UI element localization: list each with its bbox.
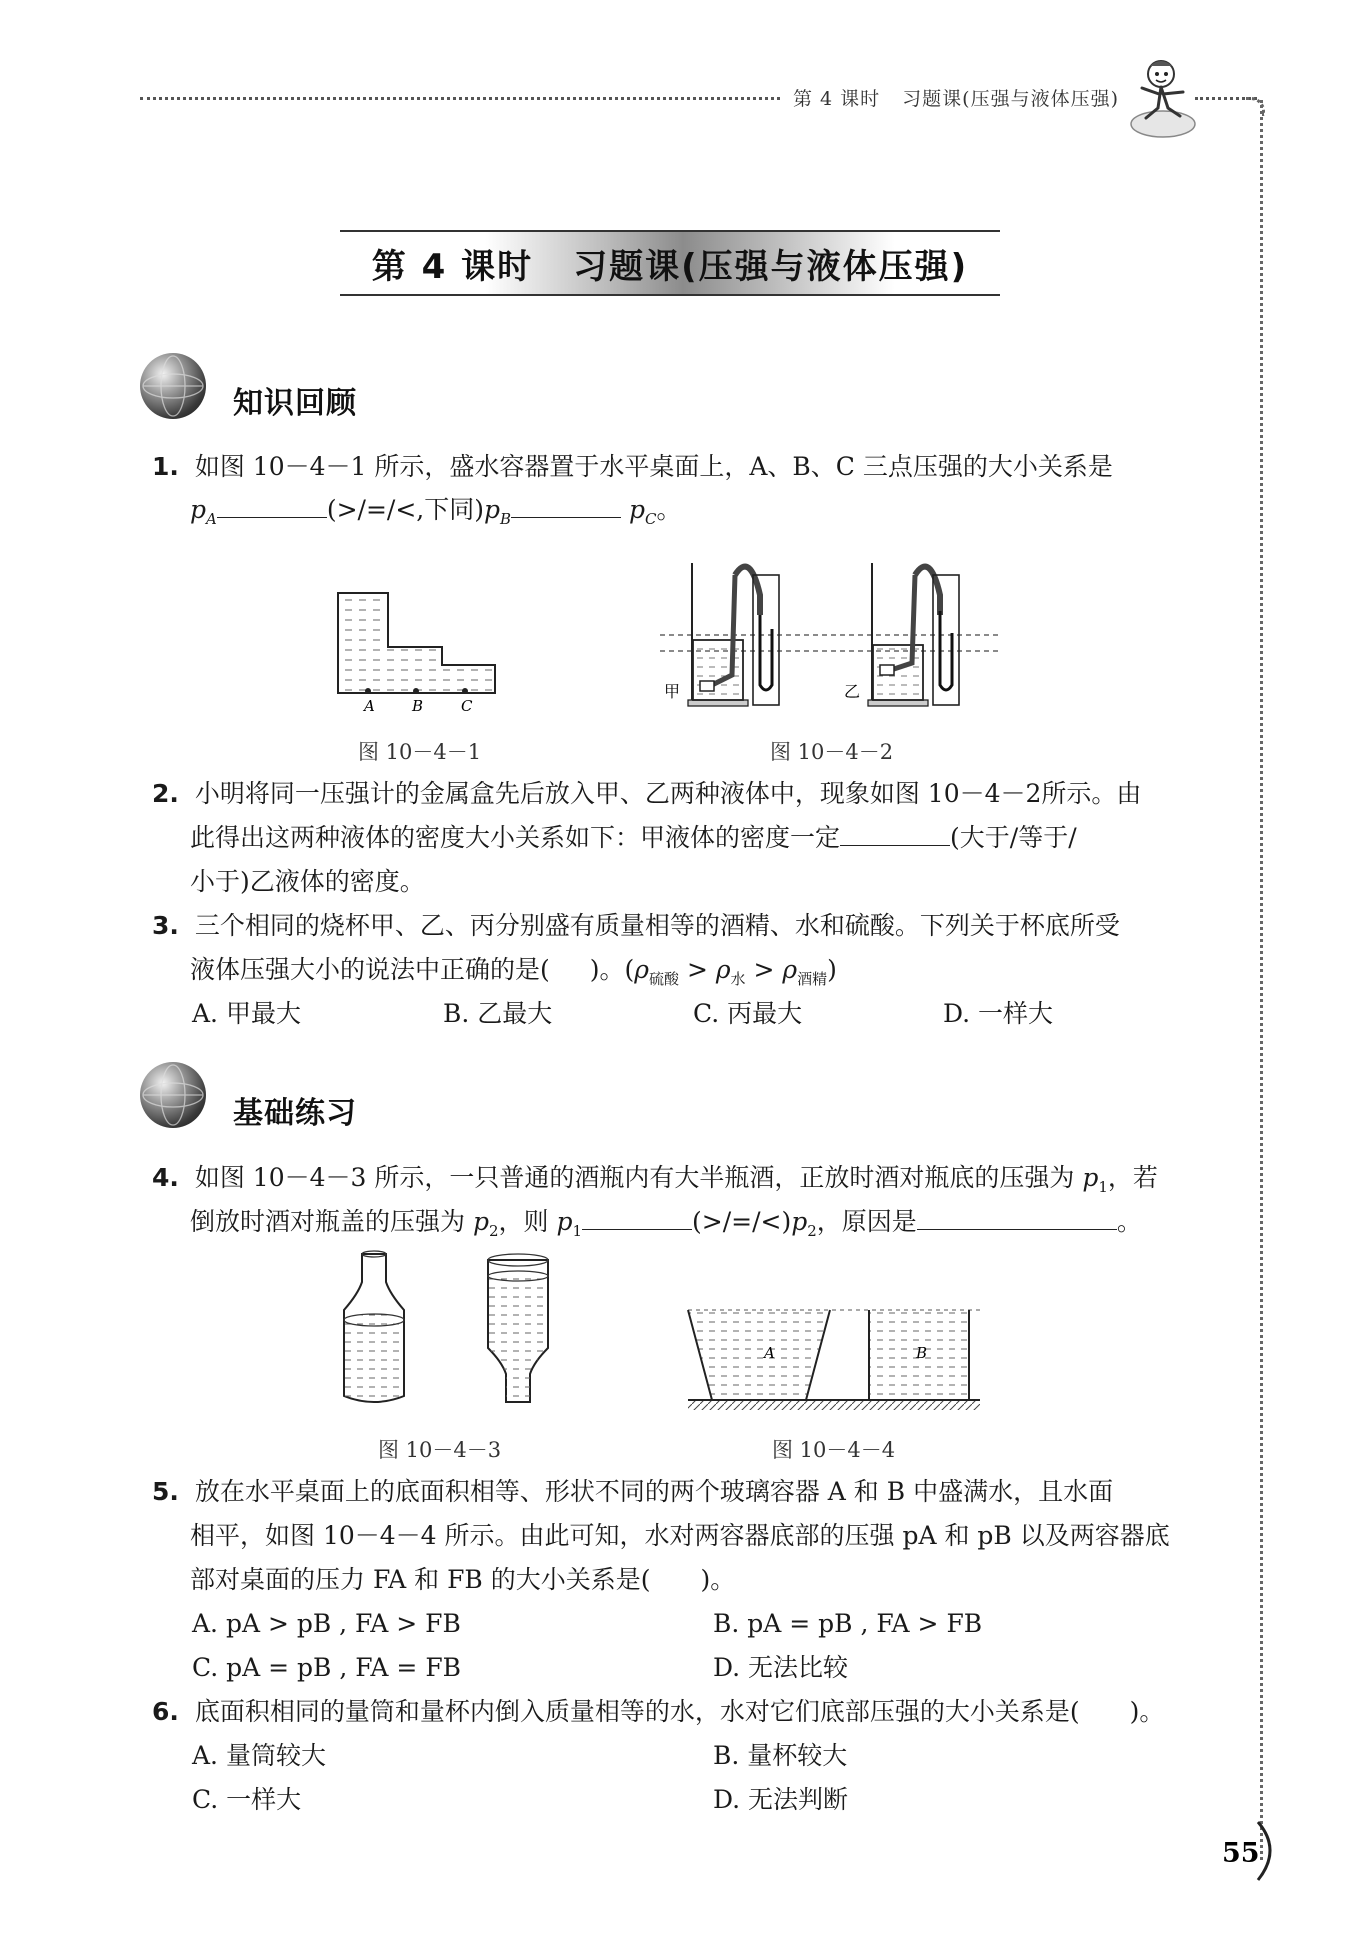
question-number: 5. [152, 1477, 179, 1506]
question-2-line-3: 小于)乙液体的密度。 [190, 867, 425, 896]
question-6-option-c[interactable]: C. 一样大 [192, 1785, 302, 1814]
page-number: 55 [1222, 1838, 1260, 1869]
var-p: p [1082, 1163, 1099, 1192]
container-label-a: A [764, 1344, 775, 1362]
page-number-tab [1218, 1818, 1288, 1888]
subscript: 硫酸 [648, 970, 679, 988]
running-header-topic: 习题课(压强与液体压强) [902, 88, 1119, 110]
var-p: p [484, 495, 501, 524]
globe-icon [140, 1062, 206, 1128]
answer-blank[interactable] [917, 1207, 1117, 1230]
figure-10-4-2-pressure-gauge [660, 555, 1000, 725]
answer-blank[interactable] [511, 495, 621, 518]
question-text: 此得出这两种液体的密度大小关系如下：甲液体的密度一定 [190, 823, 841, 852]
punctuation: 。 [1116, 1207, 1142, 1236]
gt-symbol: > [679, 955, 716, 984]
question-5-option-b[interactable]: B. pA = pB , FA > FB [713, 1609, 983, 1638]
question-text: 如图 10－4－1 所示，盛水容器置于水平桌面上，A、B、C 三点压强的大小关系是 [194, 452, 1113, 481]
var-p: p [629, 495, 646, 524]
question-6-line-1 [152, 1696, 1164, 1728]
question-text: )。 [700, 1565, 736, 1594]
subscript: 1 [1098, 1178, 1108, 1196]
section-title-review: 知识回顾 [233, 386, 357, 421]
question-text: 部对桌面的压力 FA 和 FB 的大小关系是( [190, 1565, 651, 1594]
question-text: )。( [589, 955, 635, 984]
subscript: 2 [807, 1222, 817, 1240]
figure-caption-10-4-2: 图 10－4－2 [770, 740, 894, 764]
point-label-a: A [364, 697, 375, 715]
rho-symbol: ρ [715, 955, 731, 984]
question-3-line-2 [190, 954, 837, 995]
question-text: )。 [1129, 1697, 1165, 1726]
question-3-option-d[interactable]: D. 一样大 [943, 999, 1054, 1028]
lesson-title [340, 232, 1000, 294]
question-text: (>/=/<) [692, 1207, 792, 1236]
question-number: 4. [152, 1163, 179, 1192]
figure-10-4-1-stepped-container [330, 585, 510, 715]
question-5-line-1 [152, 1476, 1113, 1508]
punctuation: ) [827, 955, 837, 984]
question-text: 小明将同一压强计的金属盒先后放入甲、乙两种液体中，现象如图 10－4－2所示。由 [194, 779, 1142, 808]
subscript: 酒精 [797, 970, 828, 988]
question-number: 1. [152, 452, 179, 481]
running-header [793, 84, 1119, 111]
question-1-line-1 [152, 451, 1113, 483]
question-3-option-a[interactable]: A. 甲最大 [192, 999, 301, 1028]
question-text: 如图 10－4－3 所示，一只普通的酒瓶内有大半瓶酒，正放时酒对瓶底的压强为 [194, 1163, 1083, 1192]
question-text: 三个相同的烧杯甲、乙、丙分别盛有质量相等的酒精、水和硫酸。下列关于杯底所受 [194, 911, 1120, 940]
header-dotted-rule [140, 97, 780, 100]
lesson-title-topic: 习题课(压强与液体压强) [573, 246, 969, 287]
point-label-b: B [412, 697, 424, 715]
question-text: 底面积相同的量筒和量杯内倒入质量相等的水，水对它们底部压强的大小关系是( [194, 1697, 1080, 1726]
var-p: p [556, 1207, 573, 1236]
subscript: C [645, 510, 657, 528]
figure-caption-10-4-4: 图 10－4－4 [772, 1438, 896, 1462]
var-p: p [791, 1207, 808, 1236]
question-number: 3. [152, 911, 179, 940]
question-text: 液体压强大小的说法中正确的是( [190, 955, 550, 984]
question-text: ，则 [498, 1207, 557, 1236]
liquid-label-yi: 乙 [844, 682, 861, 701]
question-5-option-a[interactable]: A. pA > pB , FA > FB [192, 1609, 461, 1638]
var-p: p [190, 495, 207, 524]
lesson-title-banner [340, 230, 1000, 296]
question-text: (>/=/<,下同) [326, 495, 485, 524]
question-4-line-1 [152, 1162, 1158, 1203]
question-text: 倒放时酒对瓶盖的压强为 [190, 1207, 473, 1236]
subscript: 1 [572, 1222, 583, 1240]
liquid-label-jia: 甲 [664, 682, 681, 701]
answer-blank[interactable] [582, 1207, 692, 1230]
question-6-option-b[interactable]: B. 量杯较大 [713, 1741, 848, 1770]
container-label-b: B [916, 1344, 928, 1362]
question-4-line-2 [190, 1206, 1142, 1247]
globe-icon [140, 353, 206, 419]
figure-10-4-4-containers [684, 1300, 984, 1420]
question-1-line-2 [190, 494, 682, 535]
figure-10-4-3-bottles [320, 1248, 560, 1418]
question-3-line-1 [152, 910, 1120, 942]
question-5-line-2: 相平，如图 10－4－4 所示。由此可知，水对两容器底部的压强 pA 和 pB 以及两容器底 [190, 1521, 1170, 1550]
question-number: 2. [152, 779, 179, 808]
question-3-option-c[interactable]: C. 丙最大 [693, 999, 803, 1028]
var-p: p [472, 1207, 489, 1236]
cartoon-mascot-icon [1128, 52, 1198, 142]
figure-caption-10-4-1: 图 10－4－1 [358, 740, 482, 764]
right-margin-dotted-rule [1260, 100, 1263, 1860]
question-text: (大于/等于/ [950, 823, 1077, 852]
question-6-option-d[interactable]: D. 无法判断 [713, 1785, 849, 1814]
subscript: 水 [730, 970, 746, 988]
question-5-line-3 [190, 1564, 735, 1596]
question-2-line-1 [152, 778, 1141, 810]
gt-symbol: > [745, 955, 783, 984]
figure-caption-10-4-3: 图 10－4－3 [378, 1438, 502, 1462]
subscript: 2 [488, 1222, 499, 1240]
running-header-lesson: 第 4 课时 [793, 88, 881, 110]
question-2-line-2 [190, 822, 1077, 854]
rho-symbol: ρ [634, 955, 649, 984]
lesson-title-number: 第 4 课时 [371, 246, 534, 287]
question-6-option-a[interactable]: A. 量筒较大 [192, 1741, 326, 1770]
question-5-option-d[interactable]: D. 无法比较 [713, 1653, 849, 1682]
question-number: 6. [152, 1697, 179, 1726]
question-3-option-b[interactable]: B. 乙最大 [443, 999, 553, 1028]
question-text: 放在水平桌面上的底面积相等、形状不同的两个玻璃容器 A 和 B 中盛满水，且水面 [194, 1477, 1114, 1506]
section-title-practice: 基础练习 [233, 1096, 357, 1131]
answer-blank[interactable] [217, 495, 327, 518]
question-text: ，若 [1107, 1163, 1158, 1192]
question-5-option-c[interactable]: C. pA = pB , FA = FB [192, 1653, 462, 1682]
subscript: A [206, 510, 217, 528]
point-label-c: C [461, 697, 473, 715]
subscript: B [500, 510, 512, 528]
rho-symbol: ρ [782, 955, 798, 984]
answer-blank[interactable] [840, 823, 950, 846]
punctuation: 。 [656, 495, 682, 524]
question-text: ，原因是 [816, 1207, 917, 1236]
